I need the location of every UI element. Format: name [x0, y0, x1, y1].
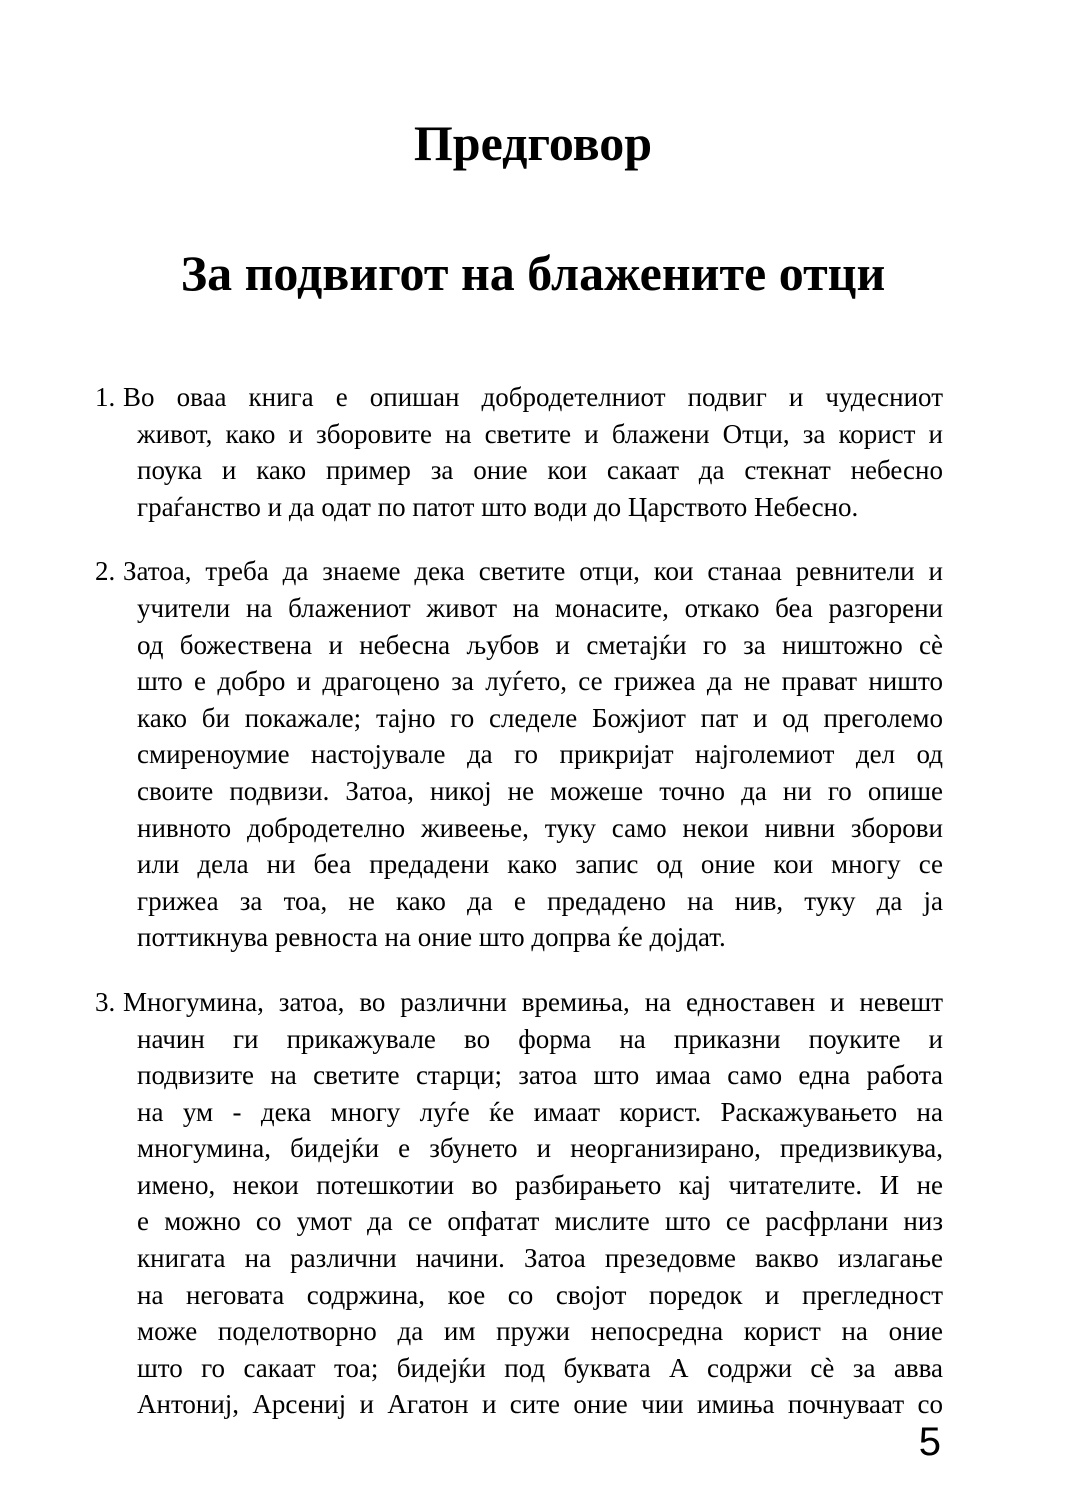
paragraph-number: 1. [95, 382, 116, 412]
text-line: начин ги прикажувале во форма на приказни поуките и [137, 1023, 943, 1054]
paragraph-number: 2. [95, 556, 116, 587]
paragraph [95, 379, 943, 525]
text-line: може поделотворно да им пружи непосредна корист на оние [137, 1316, 943, 1347]
paragraph [95, 553, 943, 956]
text-line: граѓанство и да одат по патот што води до Царството Небесно. [137, 491, 859, 522]
document-body [95, 379, 943, 1423]
text-line: или дела ни беа предадени како запис од оние кои многу се [137, 849, 943, 880]
text-line: своите подвизи. Затоа, никој не можеше точно да ни го опише [137, 775, 943, 806]
text-line: што го сакаат тоа; бидејќи под буквата А содржи сѐ за авва [137, 1352, 943, 1383]
text-line: како би покажале; тајно го следеле Божјиот пат и од преголемо [137, 702, 943, 733]
text-line: Во оваа книга е опишан добродетелниот подвиг и чудесниот [123, 382, 943, 412]
page-title: Предговор [413, 115, 653, 171]
text-line: на неговата содржина, кое со својот поредок и прегледност [137, 1279, 943, 1310]
section-title: За подвигот на блажените отци [180, 245, 886, 301]
text-line: учители на блажениот живот на монасите, откако беа разгорени [137, 592, 943, 623]
text-line: имено, некои потешкотии во разбирањето кај читателите. И не [137, 1169, 943, 1200]
text-line: што е добро и драгоцено за луѓето, се грижеа да не прават ништо [137, 666, 943, 697]
paragraph [95, 984, 943, 1423]
text-line: поука и како пример за оние кои сакаат да стекнат небесно [137, 455, 943, 486]
page-number: 5 [918, 1420, 941, 1464]
text-line: живот, како и зборовите на светите и блажени Отци, за корист и [137, 418, 943, 449]
text-line: на ум - дека многу луѓе ќе имаат корист. Раскажувањето на [137, 1096, 943, 1127]
text-line: Антониј, Арсениј и Агатон и сите оние чии имиња почнуваат со [137, 1389, 943, 1420]
text-line: Многумина, затоа, во различни времиња, на едноставен и невешт [123, 986, 943, 1017]
text-line: е можно со умот да се опфатат мислите што се расфрлани низ [137, 1206, 943, 1237]
paragraph-number: 3. [95, 986, 116, 1017]
text-line: смиреноумие настојувале да го прикријат најголемиот дел од [137, 739, 943, 770]
text-line: од божествена и небесна љубов и сметајќи го за ништожно сѐ [137, 629, 943, 660]
text-line: грижеа за тоа, не како да е предадено на нив, туку да ја [137, 885, 943, 916]
text-line: поттикнува ревноста на оние што допрва ќе дојдат. [137, 922, 726, 953]
text-line: Затоа, треба да знаеме дека светите отци, кои станаа ревнители и [123, 556, 943, 587]
text-line: подвизите на светите старци; затоа што имаа само една работа [137, 1060, 943, 1091]
text-line: нивното добродетелно живеење, туку само некои нивни зборови [137, 812, 943, 843]
text-line: книгата на различни начини. Затоа презедовме вакво излагање [137, 1243, 943, 1274]
text-line: многумина, бидејќи е збунето и неорганизирано, предизвикува, [137, 1133, 943, 1164]
